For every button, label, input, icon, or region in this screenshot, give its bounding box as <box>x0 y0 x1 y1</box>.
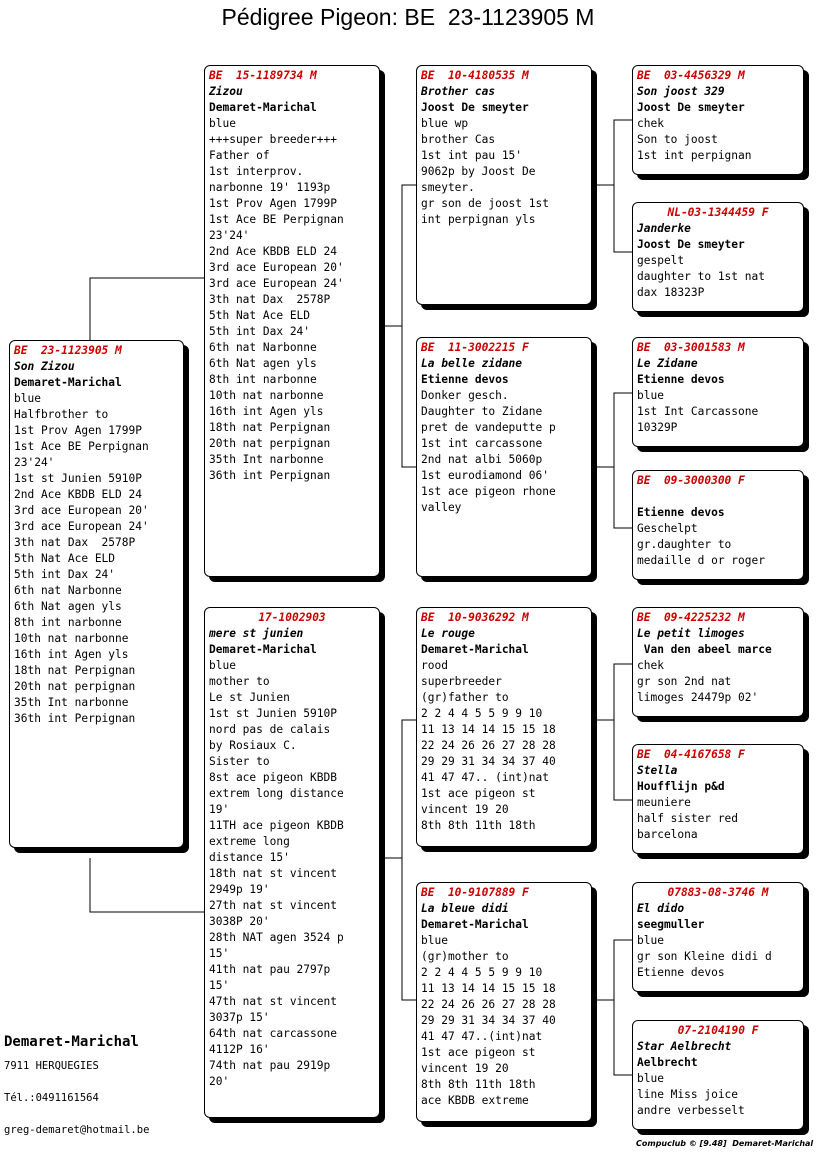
pigeon-card-subject[interactable] <box>9 340 184 848</box>
breeder-name: Demaret-Marichal <box>421 918 529 931</box>
pigeon-card-great-grandparent-6[interactable] <box>632 744 804 854</box>
note-line: 8th 8th 11th 18th <box>421 819 536 832</box>
note-line: blue <box>421 934 448 947</box>
note-line: extreme long <box>209 835 290 848</box>
note-line: 5th int Dax 24' <box>14 568 116 581</box>
note-line: 2nd Ace KBDB ELD 24 <box>209 245 337 258</box>
note-line: pret de vandeputte p <box>421 421 556 434</box>
note-line: 1st Int Carcassone <box>637 405 759 418</box>
note-line: 1st Prov Agen 1799P <box>209 197 337 210</box>
note-line: 29 29 31 34 34 37 40 <box>421 1014 556 1027</box>
note-line: 10th nat narbonne <box>14 632 129 645</box>
note-line: 5th int Dax 24' <box>209 325 311 338</box>
ring-number: NL-03-1344459 F <box>667 206 769 219</box>
note-line: 1st interprov. <box>209 165 304 178</box>
breeder-name: Van den abeel marce <box>637 643 772 656</box>
note-line: by Rosiaux C. <box>209 739 297 752</box>
ring-number: BE 10-4180535 M <box>421 69 529 82</box>
pigeon-name: Son joost 329 <box>637 85 725 98</box>
note-line: 1st ace pigeon st <box>421 787 536 800</box>
note-line: gr son de joost 1st <box>421 197 549 210</box>
ring-number: BE 23-1123905 M <box>14 344 122 357</box>
pigeon-name: Star Aelbrecht <box>637 1040 732 1053</box>
note-line: rood <box>421 659 448 672</box>
note-line: smeyter. <box>421 181 475 194</box>
ring-number: BE 10-9036292 M <box>421 611 529 624</box>
owner-phone: Tél.:0491161564 <box>4 1092 99 1104</box>
owner-info <box>4 1032 149 1138</box>
note-line: blue <box>14 392 41 405</box>
note-line: (gr)father to <box>421 691 509 704</box>
note-line: 10329P <box>637 421 678 434</box>
card-notes <box>421 388 587 516</box>
breeder-name: Etienne devos <box>421 373 509 386</box>
note-line: Geschelpt <box>637 522 698 535</box>
note-line: 1st st Junien 5910P <box>14 472 142 485</box>
note-line: 2 2 4 4 5 5 9 9 10 <box>421 966 543 979</box>
breeder-name: Etienne devos <box>637 373 725 386</box>
note-line: Daughter to Zidane <box>421 405 543 418</box>
note-line: 8st ace pigeon KBDB <box>209 771 337 784</box>
note-line: line Miss joice <box>637 1088 739 1101</box>
note-line: 6th nat Narbonne <box>209 341 317 354</box>
pigeon-name <box>637 489 799 505</box>
note-line: 20th nat perpignan <box>209 437 331 450</box>
note-line: Donker gesch. <box>421 389 509 402</box>
breeder-name: Aelbrecht <box>637 1056 698 1069</box>
note-line: limoges 24479p 02' <box>637 691 759 704</box>
note-line: 23'24' <box>209 229 250 242</box>
ring-number: BE 04-4167658 F <box>637 748 745 761</box>
note-line: 18th nat st vincent <box>209 867 337 880</box>
note-line: Father of <box>209 149 270 162</box>
note-line: int perpignan yls <box>421 213 536 226</box>
note-line: chek <box>637 659 664 672</box>
note-line: brother Cas <box>421 133 496 146</box>
note-line: +++super breeder+++ <box>209 133 337 146</box>
note-line: 35th Int narbonne <box>209 453 324 466</box>
note-line: 2nd nat albi 5060p <box>421 453 543 466</box>
note-line: Halfbrother to <box>14 408 109 421</box>
note-line: 28th NAT agen 3524 p <box>209 931 344 944</box>
card-notes <box>421 116 587 228</box>
note-line: 3rd ace European 24' <box>14 520 149 533</box>
note-line: 1st ace pigeon rhone <box>421 485 556 498</box>
note-line: 35th Int narbonne <box>14 696 129 709</box>
note-line: 3038P 20' <box>209 915 270 928</box>
pigeon-name: Brother cas <box>421 85 496 98</box>
note-line: 8th int narbonne <box>14 616 122 629</box>
pigeon-name: Le petit limoges <box>637 627 745 640</box>
ring-number: BE 15-1189734 M <box>209 69 317 82</box>
note-line: 16th int Agen yls <box>14 648 129 661</box>
breeder-name: Joost De smeyter <box>421 101 529 114</box>
note-line: 22 24 26 26 27 28 28 <box>421 739 556 752</box>
note-line: 20th nat perpignan <box>14 680 136 693</box>
note-line: 6th Nat agen yls <box>14 600 122 613</box>
note-line: 74th nat pau 2919p <box>209 1059 331 1072</box>
note-line: 9062p by Joost De <box>421 165 536 178</box>
pigeon-card-maternal-grandmother[interactable] <box>416 882 592 1122</box>
pigeon-card-great-grandparent-3[interactable] <box>632 337 804 447</box>
note-line: gr son 2nd nat <box>637 675 732 688</box>
note-line: 15' <box>209 947 230 960</box>
note-line: superbreeder <box>421 675 502 688</box>
card-notes <box>14 391 179 727</box>
note-line: nord pas de calais <box>209 723 331 736</box>
note-line: 29 29 31 34 34 37 40 <box>421 755 556 768</box>
note-line: 19' <box>209 803 230 816</box>
note-line: 10th nat narbonne <box>209 389 324 402</box>
note-line: 18th nat Perpignan <box>14 664 136 677</box>
note-line: mother to <box>209 675 270 688</box>
note-line: 4112P 16' <box>209 1043 270 1056</box>
pigeon-card-great-grandparent-2[interactable] <box>632 202 804 312</box>
ring-number: 07-2104190 F <box>677 1024 759 1037</box>
pigeon-card-maternal-grandfather[interactable] <box>416 607 592 847</box>
note-line: 41 47 47..(int)nat <box>421 1030 543 1043</box>
note-line: gr.daughter to <box>637 538 732 551</box>
note-line: 36th int Perpignan <box>14 712 136 725</box>
note-line: Sister to <box>209 755 270 768</box>
note-line: blue wp <box>421 117 469 130</box>
note-line: 11 13 14 14 15 15 18 <box>421 723 556 736</box>
note-line: blue <box>209 659 236 672</box>
note-line: 15' <box>209 979 230 992</box>
note-line: 1st int perpignan <box>637 149 752 162</box>
note-line: vincent 19 20 <box>421 803 509 816</box>
note-line: 18th nat Perpignan <box>209 421 331 434</box>
note-line: 11 13 14 14 15 15 18 <box>421 982 556 995</box>
pigeon-name: mere st junien <box>209 627 304 640</box>
breeder-name: Etienne devos <box>637 506 725 519</box>
note-line: 3rd ace European 24' <box>209 277 344 290</box>
note-line: extrem long distance <box>209 787 344 800</box>
note-line: andre verbesselt <box>637 1104 745 1117</box>
breeder-name: Demaret-Marichal <box>209 643 317 656</box>
pigeon-card-great-grandparent-4[interactable] <box>632 470 804 580</box>
ring-number: BE 03-4456329 M <box>637 69 745 82</box>
ring-number: BE 03-3001583 M <box>637 341 745 354</box>
pigeon-name: Zizou <box>209 85 243 98</box>
note-line: 8th 8th 11th 18th <box>421 1078 536 1091</box>
note-line: 3th nat Dax 2578P <box>14 536 136 549</box>
note-line: 22 24 26 26 27 28 28 <box>421 998 556 1011</box>
note-line: 2 2 4 4 5 5 9 9 10 <box>421 707 543 720</box>
pigeon-card-paternal-grandmother[interactable] <box>416 337 592 577</box>
note-line: 64th nat carcassone <box>209 1027 337 1040</box>
note-line: valley <box>421 501 462 514</box>
note-line: half sister red <box>637 812 739 825</box>
note-line: 5th Nat Ace ELD <box>14 552 116 565</box>
page-title: Pédigree Pigeon: BE 23-1123905 M <box>221 4 595 30</box>
note-line: 41th nat pau 2797p <box>209 963 331 976</box>
note-line: 1st eurodiamond 06' <box>421 469 549 482</box>
note-line: 3rd ace European 20' <box>209 261 344 274</box>
note-line: Etienne devos <box>637 966 725 979</box>
card-notes <box>421 658 587 834</box>
note-line: 6th Nat agen yls <box>209 357 317 370</box>
pigeon-card-great-grandparent-1[interactable] <box>632 65 804 175</box>
note-line: 2nd Ace KBDB ELD 24 <box>14 488 142 501</box>
pigeon-name: El dido <box>637 902 685 915</box>
pigeon-card-great-grandparent-7[interactable] <box>632 882 804 992</box>
note-line: dax 18323P <box>637 286 705 299</box>
pigeon-name: Le rouge <box>421 627 475 640</box>
note-line: medaille d or roger <box>637 554 765 567</box>
note-line: 11TH ace pigeon KBDB <box>209 819 344 832</box>
pigeon-card-mother[interactable] <box>204 607 380 1118</box>
note-line: distance 15' <box>209 851 290 864</box>
note-line: 5th Nat Ace ELD <box>209 309 311 322</box>
breeder-name: Demaret-Marichal <box>14 376 122 389</box>
owner-city: 7911 HERQUEGIES <box>4 1060 99 1072</box>
ring-number: BE 10-9107889 F <box>421 886 529 899</box>
breeder-name: seegmuller <box>637 918 705 931</box>
pigeon-card-great-grandparent-8[interactable] <box>632 1020 804 1130</box>
note-line: 1st Prov Agen 1799P <box>14 424 142 437</box>
note-line: blue <box>637 389 664 402</box>
note-line: 1st Ace BE Perpignan <box>209 213 344 226</box>
footer-credit: Compuclub © [9.48] Demaret-Marichal <box>636 1139 814 1148</box>
note-line: blue <box>637 1072 664 1085</box>
note-line: (gr)mother to <box>421 950 509 963</box>
note-line: Le st Junien <box>209 691 290 704</box>
ring-number: BE 09-3000300 F <box>637 474 745 487</box>
note-line: 1st Ace BE Perpignan <box>14 440 149 453</box>
pigeon-name: Son Zizou <box>14 360 75 373</box>
note-line: 3th nat Dax 2578P <box>209 293 331 306</box>
card-notes <box>209 658 375 1090</box>
breeder-name: Demaret-Marichal <box>421 643 529 656</box>
card-notes <box>209 116 375 484</box>
note-line: 6th nat Narbonne <box>14 584 122 597</box>
note-line: 8th int narbonne <box>209 373 317 386</box>
note-line: vincent 19 20 <box>421 1062 509 1075</box>
note-line: 47th nat st vincent <box>209 995 337 1008</box>
note-line: barcelona <box>637 828 698 841</box>
pigeon-name: Janderke <box>637 222 691 235</box>
note-line: 27th nat st vincent <box>209 899 337 912</box>
note-line: meuniere <box>637 796 691 809</box>
ring-number: BE 09-4225232 M <box>637 611 745 624</box>
note-line: 16th int Agen yls <box>209 405 324 418</box>
ring-number: 17-1002903 <box>258 611 326 624</box>
note-line: 3rd ace European 20' <box>14 504 149 517</box>
note-line: narbonne 19' 1193p <box>209 181 331 194</box>
owner-name: Demaret-Marichal <box>4 1034 139 1050</box>
note-line: blue <box>209 117 236 130</box>
pigeon-name: La belle zidane <box>421 357 523 370</box>
note-line: 20' <box>209 1075 230 1088</box>
note-line: gespelt <box>637 254 685 267</box>
note-line: 1st int pau 15' <box>421 149 523 162</box>
note-line: chek <box>637 117 664 130</box>
breeder-name: Houfflijn p&d <box>637 780 725 793</box>
note-line: 2949p 19' <box>209 883 270 896</box>
pigeon-name: La bleue didi <box>421 902 509 915</box>
note-line: 41 47 47.. (int)nat <box>421 771 549 784</box>
note-line: gr son Kleine didi d <box>637 950 772 963</box>
pigeon-card-father[interactable] <box>204 65 380 577</box>
note-line: 1st st Junien 5910P <box>209 707 337 720</box>
owner-email[interactable]: greg-demaret@hotmail.be <box>4 1124 150 1136</box>
ring-number: 07883-08-3746 M <box>667 886 769 899</box>
note-line: daughter to 1st nat <box>637 270 765 283</box>
card-notes <box>421 933 587 1109</box>
note-line: Son to joost <box>637 133 718 146</box>
note-line: 1st ace pigeon st <box>421 1046 536 1059</box>
pigeon-card-great-grandparent-5[interactable] <box>632 607 804 717</box>
note-line: 1st int carcassone <box>421 437 543 450</box>
note-line: blue <box>637 934 664 947</box>
pigeon-name: Stella <box>637 764 678 777</box>
breeder-name: Joost De smeyter <box>637 101 745 114</box>
ring-number: BE 11-3002215 F <box>421 341 529 354</box>
note-line: ace KBDB extreme <box>421 1094 529 1107</box>
note-line: 23'24' <box>14 456 55 469</box>
pigeon-card-paternal-grandfather[interactable] <box>416 65 592 305</box>
breeder-name: Joost De smeyter <box>637 238 745 251</box>
pigeon-name: Le Zidane <box>637 357 698 370</box>
note-line: 36th int Perpignan <box>209 469 331 482</box>
note-line: 3037p 15' <box>209 1011 270 1024</box>
breeder-name: Demaret-Marichal <box>209 101 317 114</box>
